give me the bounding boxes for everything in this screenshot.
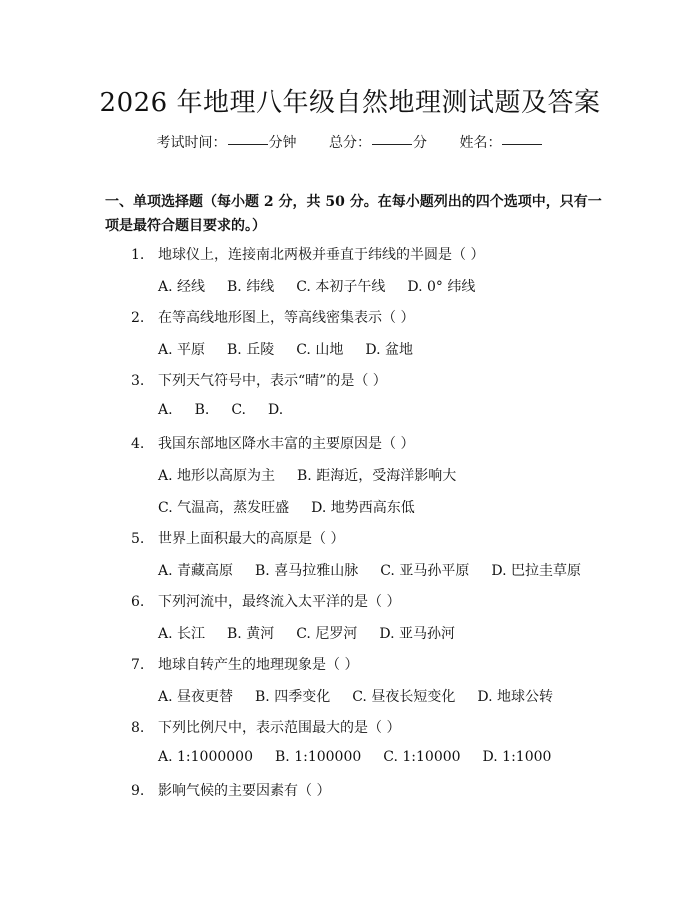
option-B: B. 黄河 bbox=[227, 626, 275, 642]
options-row bbox=[158, 686, 553, 706]
question-number: 2. bbox=[131, 310, 145, 326]
exam-info-line bbox=[0, 132, 700, 152]
option-D: D. 地势西高东低 bbox=[311, 500, 415, 516]
question-number: 4. bbox=[131, 436, 145, 452]
question-9 bbox=[131, 780, 330, 800]
exam-time-blank bbox=[228, 144, 268, 145]
question-number: 3. bbox=[131, 373, 145, 389]
question-6 bbox=[131, 591, 400, 611]
options-row bbox=[158, 560, 581, 580]
option-D: D. 1:1000 bbox=[482, 749, 552, 765]
option-D: D. 地球公转 bbox=[477, 689, 553, 705]
option-D: D. 0° 纬线 bbox=[407, 279, 476, 295]
question-number: 9. bbox=[131, 783, 145, 799]
option-A: A. 1:1000000 bbox=[158, 749, 253, 765]
total-score-unit: 分 bbox=[413, 135, 427, 151]
question-number: 5. bbox=[131, 531, 145, 547]
question-text: 影响气候的主要因素有（ ） bbox=[158, 783, 331, 799]
student-name bbox=[459, 132, 543, 152]
question-number: 6. bbox=[131, 594, 145, 610]
question-text: 在等高线地形图上，等高线密集表示（ ） bbox=[158, 310, 415, 326]
question-text: 地球仪上，连接南北两极并垂直于纬线的半圆是（ ） bbox=[158, 247, 485, 263]
total-score bbox=[329, 132, 427, 152]
option-A: A. 经线 bbox=[158, 279, 206, 295]
total-score-blank bbox=[372, 144, 412, 145]
exam-time-label: 考试时间： bbox=[156, 135, 227, 151]
option-D: D. 盆地 bbox=[365, 342, 413, 358]
option-C: C. bbox=[231, 402, 246, 418]
question-text: 下列比例尺中，表示范围最大的是（ ） bbox=[158, 720, 401, 736]
option-A: A. bbox=[158, 402, 173, 418]
options-row bbox=[158, 402, 283, 418]
question-2 bbox=[131, 307, 414, 327]
option-C: C. 1:10000 bbox=[383, 749, 461, 765]
option-D: D. bbox=[267, 402, 284, 418]
option-B: B. 四季变化 bbox=[255, 689, 331, 705]
option-A: A. 青藏高原 bbox=[158, 563, 234, 579]
exam-time-unit: 分钟 bbox=[268, 135, 297, 151]
question-7 bbox=[131, 654, 358, 674]
exam-time bbox=[157, 132, 297, 152]
question-number: 8. bbox=[131, 720, 145, 736]
option-A: A. 长江 bbox=[158, 626, 206, 642]
question-text: 下列河流中，最终流入太平洋的是（ ） bbox=[158, 594, 401, 610]
option-B: B. 距海近，受海洋影响大 bbox=[297, 468, 457, 484]
question-8 bbox=[131, 717, 400, 737]
options-row bbox=[158, 339, 413, 359]
question-text: 世界上面积最大的高原是（ ） bbox=[158, 531, 345, 547]
question-text: 我国东部地区降水丰富的主要原因是（ ） bbox=[158, 436, 415, 452]
question-4 bbox=[131, 433, 414, 453]
page-title: 2026 年地理八年级自然地理测试题及答案 bbox=[99, 88, 601, 118]
option-C: C. 山地 bbox=[296, 342, 344, 358]
option-A: A. 平原 bbox=[158, 342, 206, 358]
option-B: B. 1:100000 bbox=[275, 749, 362, 765]
option-C: C. 气温高，蒸发旺盛 bbox=[158, 500, 290, 516]
question-1 bbox=[131, 244, 484, 264]
option-B: B. 纬线 bbox=[227, 279, 275, 295]
question-number: 7. bbox=[131, 657, 145, 673]
option-B: B. 喜马拉雅山脉 bbox=[255, 563, 359, 579]
question-3 bbox=[131, 370, 387, 390]
options-row bbox=[158, 497, 415, 517]
options-row bbox=[158, 465, 456, 485]
option-C: C. 昼夜长短变化 bbox=[352, 689, 456, 705]
option-A: A. 昼夜更替 bbox=[158, 689, 234, 705]
options-row bbox=[158, 276, 475, 296]
section-heading: 一、单项选择题（每小题 2 分，共 50 分。在每小题列出的四个选项中，只有一项是最符合题目要求的。） bbox=[105, 194, 602, 234]
options-row bbox=[158, 623, 455, 643]
total-score-label: 总分： bbox=[329, 135, 371, 151]
option-C: C. 尼罗河 bbox=[296, 626, 358, 642]
option-B: B. bbox=[194, 402, 210, 418]
question-5 bbox=[131, 528, 344, 548]
option-C: C. 亚马孙平原 bbox=[380, 563, 470, 579]
option-B: B. 丘陵 bbox=[227, 342, 275, 358]
question-text: 下列天气符号中，表示“晴”的是（ ） bbox=[158, 373, 387, 389]
options-row bbox=[158, 749, 551, 765]
option-C: C. 本初子午线 bbox=[296, 279, 386, 295]
option-A: A. 地形以高原为主 bbox=[158, 468, 276, 484]
student-name-label: 姓名： bbox=[459, 135, 502, 151]
student-name-blank bbox=[502, 144, 542, 145]
option-D: D. 巴拉圭草原 bbox=[491, 563, 581, 579]
question-text: 地球自转产生的地理现象是（ ） bbox=[158, 657, 359, 673]
option-D: D. 亚马孙河 bbox=[379, 626, 455, 642]
question-number: 1. bbox=[131, 247, 145, 263]
